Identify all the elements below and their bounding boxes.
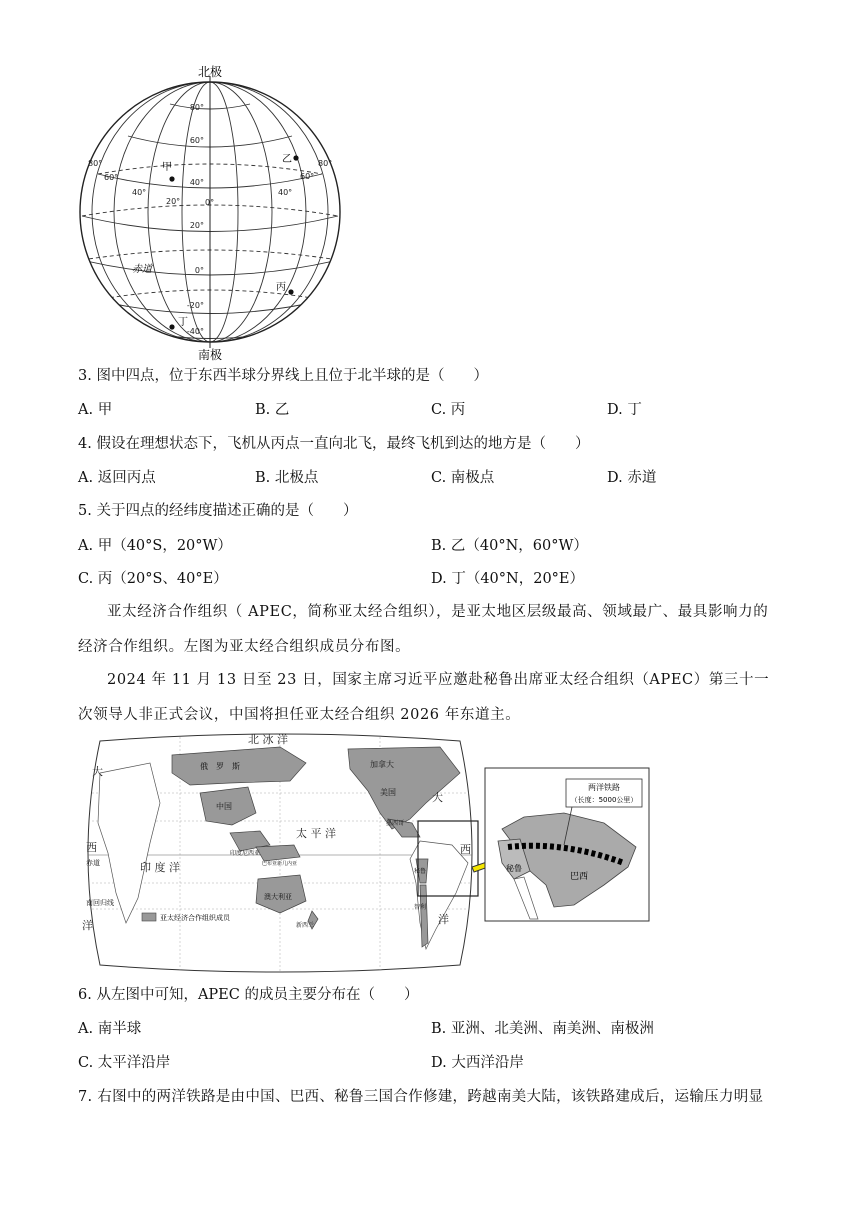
atlantic-right-label: 大: [432, 791, 443, 804]
usa-label: 美国: [380, 788, 396, 797]
point-bing-dot: [288, 289, 293, 294]
railway-callout-detail: （长度：5000公里）: [570, 796, 638, 804]
west-left-label: 西: [86, 841, 97, 854]
question-3-option-b[interactable]: B. 乙: [255, 402, 290, 418]
railway-inset-map: [484, 767, 650, 922]
question-5-option-b[interactable]: B. 乙（40°N，60°W）: [431, 538, 588, 554]
lat-label-20: 20°: [189, 221, 204, 230]
lon-label-left-40: 40°: [132, 188, 147, 197]
australia-label: 澳大利亚: [264, 893, 292, 901]
legend-swatch: [142, 913, 156, 921]
question-3-option-a[interactable]: A. 甲: [78, 402, 113, 418]
question-4-option-b[interactable]: B. 北极点: [255, 470, 319, 486]
lat-label-40: 40°: [189, 178, 204, 187]
apec-news-paragraph: 2024 年 11 月 13 日至 23 日，国家主席习近平应邀赴秘鲁出席亚太经合组织（APEC）第三十一次领导人非正式会议，中国将担任亚太经合组织 2026 年东道主。: [78, 672, 770, 723]
russia-label: 俄 罗 斯: [200, 762, 240, 771]
tropic-map-label: 南回归线: [86, 899, 114, 907]
pacific-ocean-label: 太 平 洋: [296, 827, 336, 840]
yang-left-label: 洋: [82, 919, 93, 932]
png-label: 巴布亚新几内亚: [262, 861, 298, 867]
yang-right-label: 洋: [438, 913, 449, 926]
question-5-option-c[interactable]: C. 丙（20°S、40°E）: [78, 571, 228, 587]
south-pole-label: 南极: [197, 348, 223, 362]
question-4-option-c[interactable]: C. 南极点: [431, 470, 495, 486]
equator-map-label: 赤道: [86, 859, 100, 867]
point-bing-label: 丙: [276, 282, 286, 293]
point-yi-dot: [293, 155, 298, 160]
question-4-option-d[interactable]: D. 赤道: [607, 470, 657, 486]
question-5-option-d[interactable]: D. 丁（40°N，20°E）: [431, 571, 585, 587]
point-jia-dot: [169, 176, 174, 181]
lat-label-0: 0°: [194, 266, 204, 275]
apec-world-map: [80, 733, 480, 973]
question-6-option-d[interactable]: D. 大西洋沿岸: [431, 1055, 524, 1071]
peru-map-label: 秘鲁: [414, 868, 427, 875]
peru-inset-label: 秘鲁: [506, 864, 522, 873]
question-6-option-b[interactable]: B. 亚洲、北美洲、南美洲、南极洲: [431, 1021, 654, 1037]
canada-label: 加拿大: [370, 760, 394, 769]
west-right-label: 西: [460, 843, 471, 856]
lat-label-80: 80°: [189, 103, 204, 112]
north-pole-label: 北极: [197, 65, 223, 79]
lon-label-right-80: 80°: [318, 159, 333, 168]
question-6-option-a[interactable]: A. 南半球: [78, 1021, 142, 1037]
question-4-option-a[interactable]: A. 返回丙点: [78, 470, 156, 486]
question-6-stem: 6. 从左图中可知，APEC 的成员主要分布在（ ）: [78, 987, 419, 1003]
lon-label-left-20: 20°: [166, 197, 181, 206]
apec-intro-paragraph: 亚太经济合作组织（ APEC，简称亚太经合组织），是亚太地区层级最高、领域最广、最具影响力的经济合作组织。左图为亚太经合组织成员分布图。: [78, 604, 769, 655]
question-6-option-c[interactable]: C. 太平洋沿岸: [78, 1055, 171, 1071]
lat-label-neg20: -20°: [186, 301, 204, 310]
atlantic-left-label: 大: [92, 765, 103, 778]
mexico-label: 墨西哥: [386, 820, 405, 827]
question-5-option-a[interactable]: A. 甲（40°S，20°W）: [78, 538, 232, 554]
point-yi-label: 乙: [282, 154, 292, 165]
lon-label-left-80: 80°: [88, 159, 103, 168]
question-3-option-c[interactable]: C. 丙: [431, 402, 466, 418]
lon-label-left-60: 60°: [104, 173, 119, 182]
equator-label: 赤道: [132, 264, 152, 275]
chile-map-label: 智利: [414, 904, 427, 911]
new-zealand-label: 新西兰: [296, 922, 315, 929]
question-4-stem: 4. 假设在理想状态下，飞机从丙点一直向北飞，最终飞机到达的地方是（ ）: [78, 436, 590, 452]
railway-callout-title: 两洋铁路: [588, 783, 620, 792]
china-label: 中国: [216, 802, 232, 811]
brazil-inset-label: 巴西: [570, 872, 589, 882]
question-7-stem: 7. 右图中的两洋铁路是由中国、巴西、秘鲁三国合作修建，跨越南美大陆，该铁路建成后，运输压力明显: [78, 1089, 764, 1105]
globe-figure: [74, 62, 346, 362]
lat-label-neg40: -40°: [186, 327, 204, 336]
indonesia-label: 印度尼西亚: [230, 850, 261, 857]
question-5-stem: 5. 关于四点的经纬度描述正确的是（ ）: [78, 503, 358, 519]
legend-label: 亚太经济合作组织成员: [160, 914, 230, 922]
lon-label-center-0: 0°: [205, 198, 215, 207]
arctic-ocean-label: 北 冰 洋: [248, 733, 288, 746]
lat-label-60: 60°: [189, 136, 204, 145]
point-jia-label: 甲: [162, 162, 172, 173]
lon-label-right-60: 60°: [300, 172, 315, 181]
point-ding-label: 丁: [178, 317, 188, 328]
lon-label-right-40: 40°: [278, 188, 293, 197]
question-3-option-d[interactable]: D. 丁: [607, 402, 642, 418]
question-3-stem: 3. 图中四点，位于东西半球分界线上且位于北半球的是（ ）: [78, 368, 488, 384]
point-ding-dot: [169, 324, 174, 329]
indian-ocean-label: 印 度 洋: [140, 861, 180, 874]
